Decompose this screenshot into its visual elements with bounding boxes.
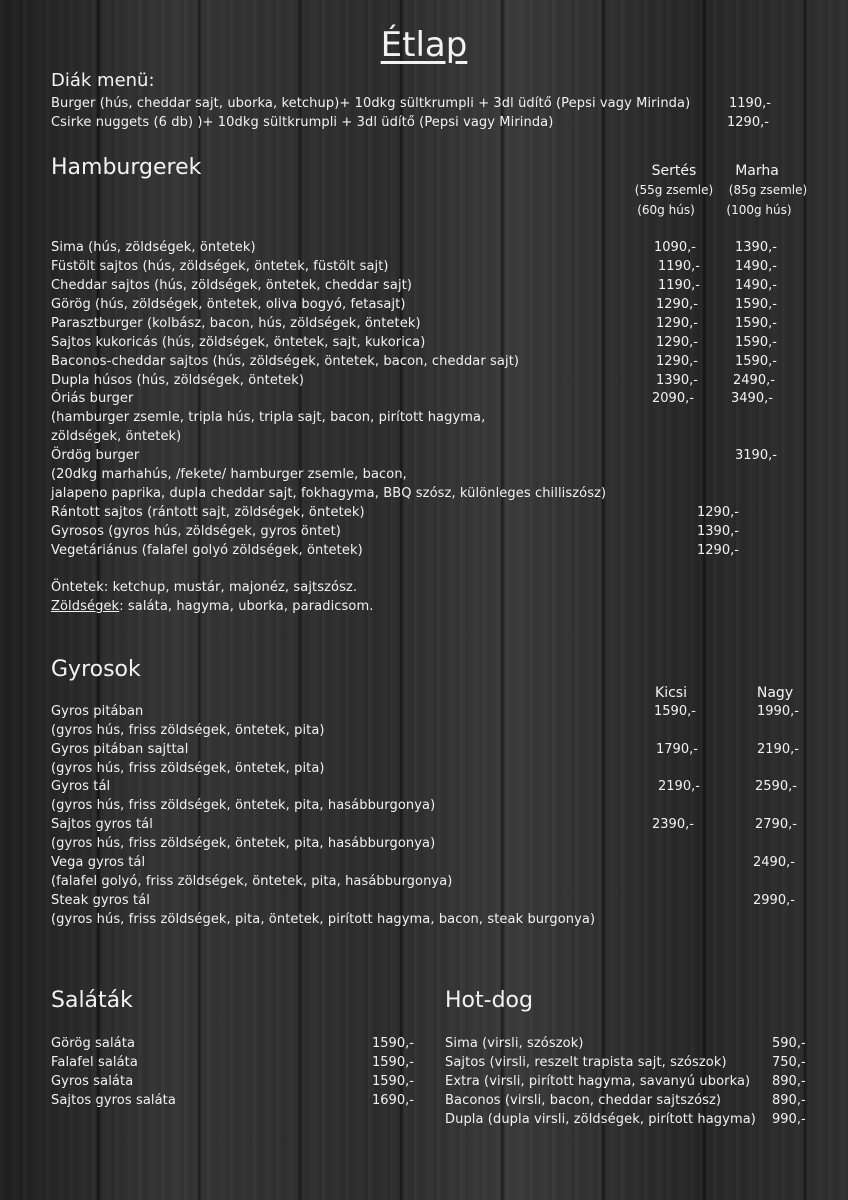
diak-item-text: Csirke nuggets (6 db) )+ 10dkg sültkrumpli + 3dl üdítő (Pepsi vagy Mirinda) <box>51 115 554 130</box>
gyros-item-name: Gyros pitában sajttal <box>51 742 189 757</box>
hotdog-item-price: 890,- <box>772 1074 806 1089</box>
col-header-sertes-hus: (60g hús) <box>637 203 695 217</box>
salatak-heading: Saláták <box>51 988 133 1013</box>
burger-extra-price: 1290,- <box>697 505 739 520</box>
salata-item-text: Falafel saláta <box>51 1055 138 1070</box>
gyros-item-desc: (gyros hús, friss zöldségek, öntetek, pita) <box>51 761 325 776</box>
col-header-sertes: Sertés <box>651 163 697 179</box>
burger-price-marha: 1590,- <box>735 316 777 331</box>
gyros-price-nagy: 1990,- <box>757 704 799 719</box>
burger-extra-text: Gyrosos (gyros hús, zöldségek, gyros öntet) <box>51 524 341 539</box>
gyros-item-name: Gyros tál <box>51 779 111 794</box>
hotdog-item-price: 890,- <box>772 1093 806 1108</box>
hotdog-item-text: Baconos (virsli, bacon, cheddar sajtszósz) <box>445 1093 722 1108</box>
ordog-burger-desc: (20dkg marhahús, /fekete/ hamburger zsemle, bacon, <box>51 467 407 482</box>
gyros-price-kicsi: 1590,- <box>654 704 696 719</box>
gyros-price-kicsi: 1790,- <box>656 742 698 757</box>
ordog-burger-desc: jalapeno paprika, dupla cheddar sajt, fokhagyma, BBQ szósz, különleges chilliszósz) <box>51 486 607 501</box>
diak-item-text: Burger (hús, cheddar sajt, uborka, ketchup)+ 10dkg sültkrumpli + 3dl üdítő (Pepsi vagy Mirinda) <box>51 96 691 111</box>
burger-extra-text: Rántott sajtos (rántott sajt, zöldségek, öntetek) <box>51 505 365 520</box>
orias-price-marha: 3490,- <box>731 391 773 406</box>
hotdog-item-text: Sima (virsli, szószok) <box>445 1036 584 1051</box>
diak-menu-heading: Diák menü: <box>51 70 155 91</box>
hamburgerek-heading: Hamburgerek <box>51 155 202 180</box>
burger-price-sertes: 1290,- <box>656 354 698 369</box>
zoldsegek-label: Zöldségek <box>51 599 120 614</box>
burger-item-text: Parasztburger (kolbász, bacon, hús, zöldségek, öntetek) <box>51 316 421 331</box>
hotdog-item-price: 590,- <box>772 1036 806 1051</box>
burger-price-marha: 1490,- <box>735 259 777 274</box>
zoldsegek-list: : saláta, hagyma, uborka, paradicsom. <box>119 599 374 614</box>
burger-price-marha: 1390,- <box>735 240 777 255</box>
burger-item-text: Sima (hús, zöldségek, öntetek) <box>51 240 256 255</box>
col-header-nagy: Nagy <box>756 685 794 701</box>
orias-burger-desc: zöldségek, öntetek) <box>51 429 182 444</box>
salata-item-price: 1590,- <box>372 1055 414 1070</box>
gyros-item-name: Vega gyros tál <box>51 855 146 870</box>
gyros-price-kicsi: 2190,- <box>658 779 700 794</box>
gyros-price-nagy: 2990,- <box>753 893 795 908</box>
gyros-item-desc: (gyros hús, friss zöldségek, öntetek, pita, hasábburgonya) <box>51 836 436 851</box>
burger-item-text: Baconos-cheddar sajtos (hús, zöldségek, öntetek, bacon, cheddar sajt) <box>51 354 520 369</box>
gyros-price-nagy: 2190,- <box>757 742 799 757</box>
gyros-item-name: Sajtos gyros tál <box>51 817 153 832</box>
zoldsegek-note <box>51 599 373 615</box>
hotdog-item-text: Dupla (dupla virsli, zöldségek, pirított hagyma) <box>445 1112 756 1127</box>
burger-item-text: Görög (hús, zöldségek, öntetek, oliva bogyó, fetasajt) <box>51 297 406 312</box>
gyros-item-desc: (gyros hús, friss zöldségek, pita, öntetek, pirított hagyma, bacon, steak burgonya) <box>51 912 596 927</box>
burger-price-marha: 2490,- <box>733 373 775 388</box>
burger-price-marha: 1590,- <box>735 297 777 312</box>
gyros-item-desc: (falafel golyó, friss zöldségek, öntetek, pita, hasábburgonya) <box>51 874 453 889</box>
ordog-burger-name: Ördög burger <box>51 448 140 463</box>
gyros-item-name: Steak gyros tál <box>51 893 151 908</box>
salata-item-price: 1590,- <box>372 1036 414 1051</box>
hotdog-item-text: Sajtos (virsli, reszelt trapista sajt, szószok) <box>445 1055 727 1070</box>
burger-extra-price: 1390,- <box>697 524 739 539</box>
hotdog-item-price: 990,- <box>772 1112 806 1127</box>
burger-price-marha: 1490,- <box>735 278 777 293</box>
orias-burger-desc: (hamburger zsemle, tripla hús, tripla sajt, bacon, pirított hagyma, <box>51 410 486 425</box>
gyros-price-nagy: 2490,- <box>753 855 795 870</box>
col-header-marha-zsemle: (85g zsemle) <box>728 183 808 197</box>
gyros-price-kicsi: 2390,- <box>652 817 694 832</box>
burger-price-marha: 1590,- <box>735 335 777 350</box>
burger-extra-text: Vegetáriánus (falafel golyó zöldségek, öntetek) <box>51 543 363 558</box>
col-header-marha: Marha <box>735 163 779 179</box>
diak-item-price: 1190,- <box>729 96 771 111</box>
ontetek-note: Öntetek: ketchup, mustár, majonéz, sajtszósz. <box>51 580 358 595</box>
burger-item-text: Cheddar sajtos (hús, zöldségek, öntetek, cheddar sajt) <box>51 278 413 293</box>
burger-price-sertes: 1290,- <box>656 335 698 350</box>
salata-item-text: Sajtos gyros saláta <box>51 1093 176 1108</box>
gyros-price-nagy: 2790,- <box>755 817 797 832</box>
gyrosok-heading: Gyrosok <box>51 657 141 682</box>
gyros-price-nagy: 2590,- <box>755 779 797 794</box>
burger-price-sertes: 1090,- <box>654 240 696 255</box>
salata-item-price: 1690,- <box>372 1093 414 1108</box>
burger-extra-price: 1290,- <box>697 543 739 558</box>
col-header-marha-hus: (100g hús) <box>726 203 792 217</box>
page-title: Étlap <box>380 25 468 65</box>
burger-price-sertes: 1290,- <box>656 297 698 312</box>
burger-price-sertes: 1190,- <box>658 259 700 274</box>
burger-item-text: Dupla húsos (hús, zöldségek, öntetek) <box>51 373 305 388</box>
burger-price-sertes: 1390,- <box>656 373 698 388</box>
col-header-kicsi: Kicsi <box>655 685 687 701</box>
hotdog-item-price: 750,- <box>772 1055 806 1070</box>
gyros-item-desc: (gyros hús, friss zöldségek, öntetek, pita, hasábburgonya) <box>51 798 436 813</box>
hotdog-heading: Hot-dog <box>445 988 533 1013</box>
burger-price-marha: 1590,- <box>735 354 777 369</box>
gyros-item-desc: (gyros hús, friss zöldségek, öntetek, pita) <box>51 723 325 738</box>
burger-item-text: Sajtos kukoricás (hús, zöldségek, öntetek, sajt, kukorica) <box>51 335 426 350</box>
ordog-price-marha: 3190,- <box>735 448 777 463</box>
salata-item-text: Görög saláta <box>51 1036 136 1051</box>
burger-price-sertes: 1190,- <box>658 278 700 293</box>
salata-item-text: Gyros saláta <box>51 1074 134 1089</box>
burger-item-text: Füstölt sajtos (hús, zöldségek, öntetek, füstölt sajt) <box>51 259 389 274</box>
gyros-item-name: Gyros pitában <box>51 704 144 719</box>
salata-item-price: 1590,- <box>372 1074 414 1089</box>
orias-price-sertes: 2090,- <box>652 391 694 406</box>
diak-item-price: 1290,- <box>727 115 769 130</box>
hotdog-item-text: Extra (virsli, pirított hagyma, savanyú uborka) <box>445 1074 751 1089</box>
orias-burger-name: Óriás burger <box>51 391 134 406</box>
burger-price-sertes: 1290,- <box>656 316 698 331</box>
col-header-sertes-zsemle: (55g zsemle) <box>634 183 714 197</box>
